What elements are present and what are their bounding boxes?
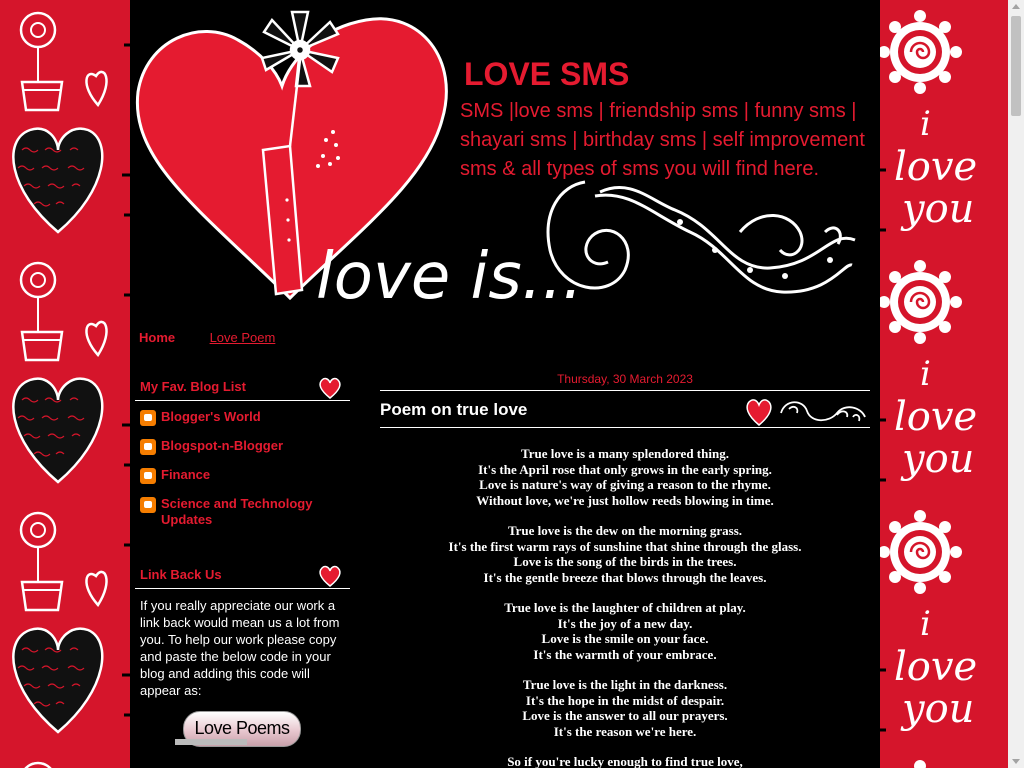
poem-line: True love is the dew on the morning grass.	[507, 523, 743, 538]
nav-home-link[interactable]: Home	[139, 330, 176, 345]
main-content	[380, 370, 870, 768]
nav-love-poem-link[interactable]: Love Poem	[209, 330, 276, 345]
blog-list-widget	[135, 370, 350, 528]
poem-line: True love is a many splendored thing.	[521, 446, 729, 461]
blogger-icon	[140, 497, 156, 513]
poem-stanza	[380, 523, 870, 585]
blog-page	[130, 0, 880, 768]
poem-line: It's the warmth of your embrace.	[533, 646, 717, 662]
poem-line: It's the hope in the midst of despair.	[525, 692, 725, 708]
svg-text:love: love	[894, 144, 978, 190]
poem-line: So if you're lucky enough to find true love,	[507, 754, 743, 768]
blog-list-item[interactable]	[135, 467, 350, 483]
poem-stanza	[380, 446, 870, 508]
blogger-icon	[140, 439, 156, 455]
badge-strip	[175, 739, 247, 745]
background-pattern-right	[880, 0, 1008, 768]
blog-list	[135, 409, 350, 528]
poem-line: It's the April rose that only grows in the early spring.	[478, 461, 772, 477]
site-title[interactable]: LOVE SMS	[464, 56, 630, 92]
poem-line: Love is the song of the birds in the trees.	[513, 554, 737, 569]
poem-line: It's the first warm rays of sunshine that shine through the glass.	[448, 538, 802, 554]
poem-line: It's the gentle breeze that blows through the leaves.	[483, 569, 767, 585]
blog-link[interactable]: Science and Technology Updates	[161, 496, 313, 527]
poem-stanza	[380, 600, 870, 662]
blog-list-title	[135, 370, 350, 401]
linkback-title	[135, 558, 350, 589]
poem-stanza	[380, 677, 870, 739]
blog-link[interactable]: Blogspot-n-Blogger	[161, 438, 284, 453]
heart-icon	[318, 564, 342, 588]
post-title[interactable]: Poem on true love	[380, 400, 528, 419]
poem-line: It's the reason we're here.	[553, 723, 697, 739]
love-poems-badge[interactable]	[175, 709, 305, 749]
heart-swirl-icon	[745, 393, 870, 427]
post-date: Thursday, 30 March 2023	[557, 372, 693, 386]
poem-line: Love is the answer to all our prayers.	[522, 708, 728, 723]
poem-line: Love is nature's way of giving a reason to the rhyme.	[479, 477, 771, 492]
post-header	[380, 390, 870, 428]
scrollbar-thumb[interactable]	[1011, 16, 1021, 116]
background-pattern-left	[0, 0, 130, 768]
scroll-down-arrow-icon[interactable]	[1012, 759, 1020, 764]
banner-tagline: love is...	[316, 240, 583, 314]
blog-link[interactable]: Finance	[161, 467, 211, 482]
widget-title-text: My Fav. Blog List	[140, 379, 246, 394]
poem-stanza	[380, 754, 870, 768]
blogger-icon	[140, 468, 156, 484]
linkback-text: If you really appreciate our work a link back would mean us a lot from you. To help our work please copy and paste the below code in your blog and adding this code will appear as:	[140, 598, 340, 698]
scroll-up-arrow-icon[interactable]	[1012, 4, 1020, 9]
blog-list-item[interactable]	[135, 409, 350, 425]
page-scrollbar[interactable]	[1008, 0, 1024, 768]
svg-text:you: you	[902, 186, 975, 232]
heart-icon	[318, 376, 342, 400]
blog-list-item[interactable]	[135, 438, 350, 454]
poem-line: True love is the light in the darkness.	[522, 677, 728, 692]
poem-line: It's the joy of a new day.	[557, 615, 693, 631]
blog-list-item[interactable]	[135, 496, 350, 528]
post-body	[380, 446, 870, 768]
poem-line: Without love, we're just hollow reeds blowing in time.	[476, 492, 774, 508]
blogger-icon	[140, 410, 156, 426]
site-description: SMS |love sms | friendship sms | funny sms | shayari sms | birthday sms | self improvement sms & all types of sms you will find here.	[460, 100, 865, 180]
widget-title-text: Link Back Us	[140, 567, 222, 582]
sidebar	[135, 370, 350, 749]
poem-line: Love is the smile on your face.	[541, 631, 709, 646]
badge-label: Love Poems	[194, 718, 290, 738]
blog-link[interactable]: Blogger's World	[161, 409, 261, 424]
page-nav	[139, 329, 305, 347]
svg-text:i: i	[920, 104, 931, 144]
blog-header	[130, 0, 880, 320]
poem-line: True love is the laughter of children at play.	[504, 600, 746, 615]
linkback-widget	[135, 558, 350, 749]
